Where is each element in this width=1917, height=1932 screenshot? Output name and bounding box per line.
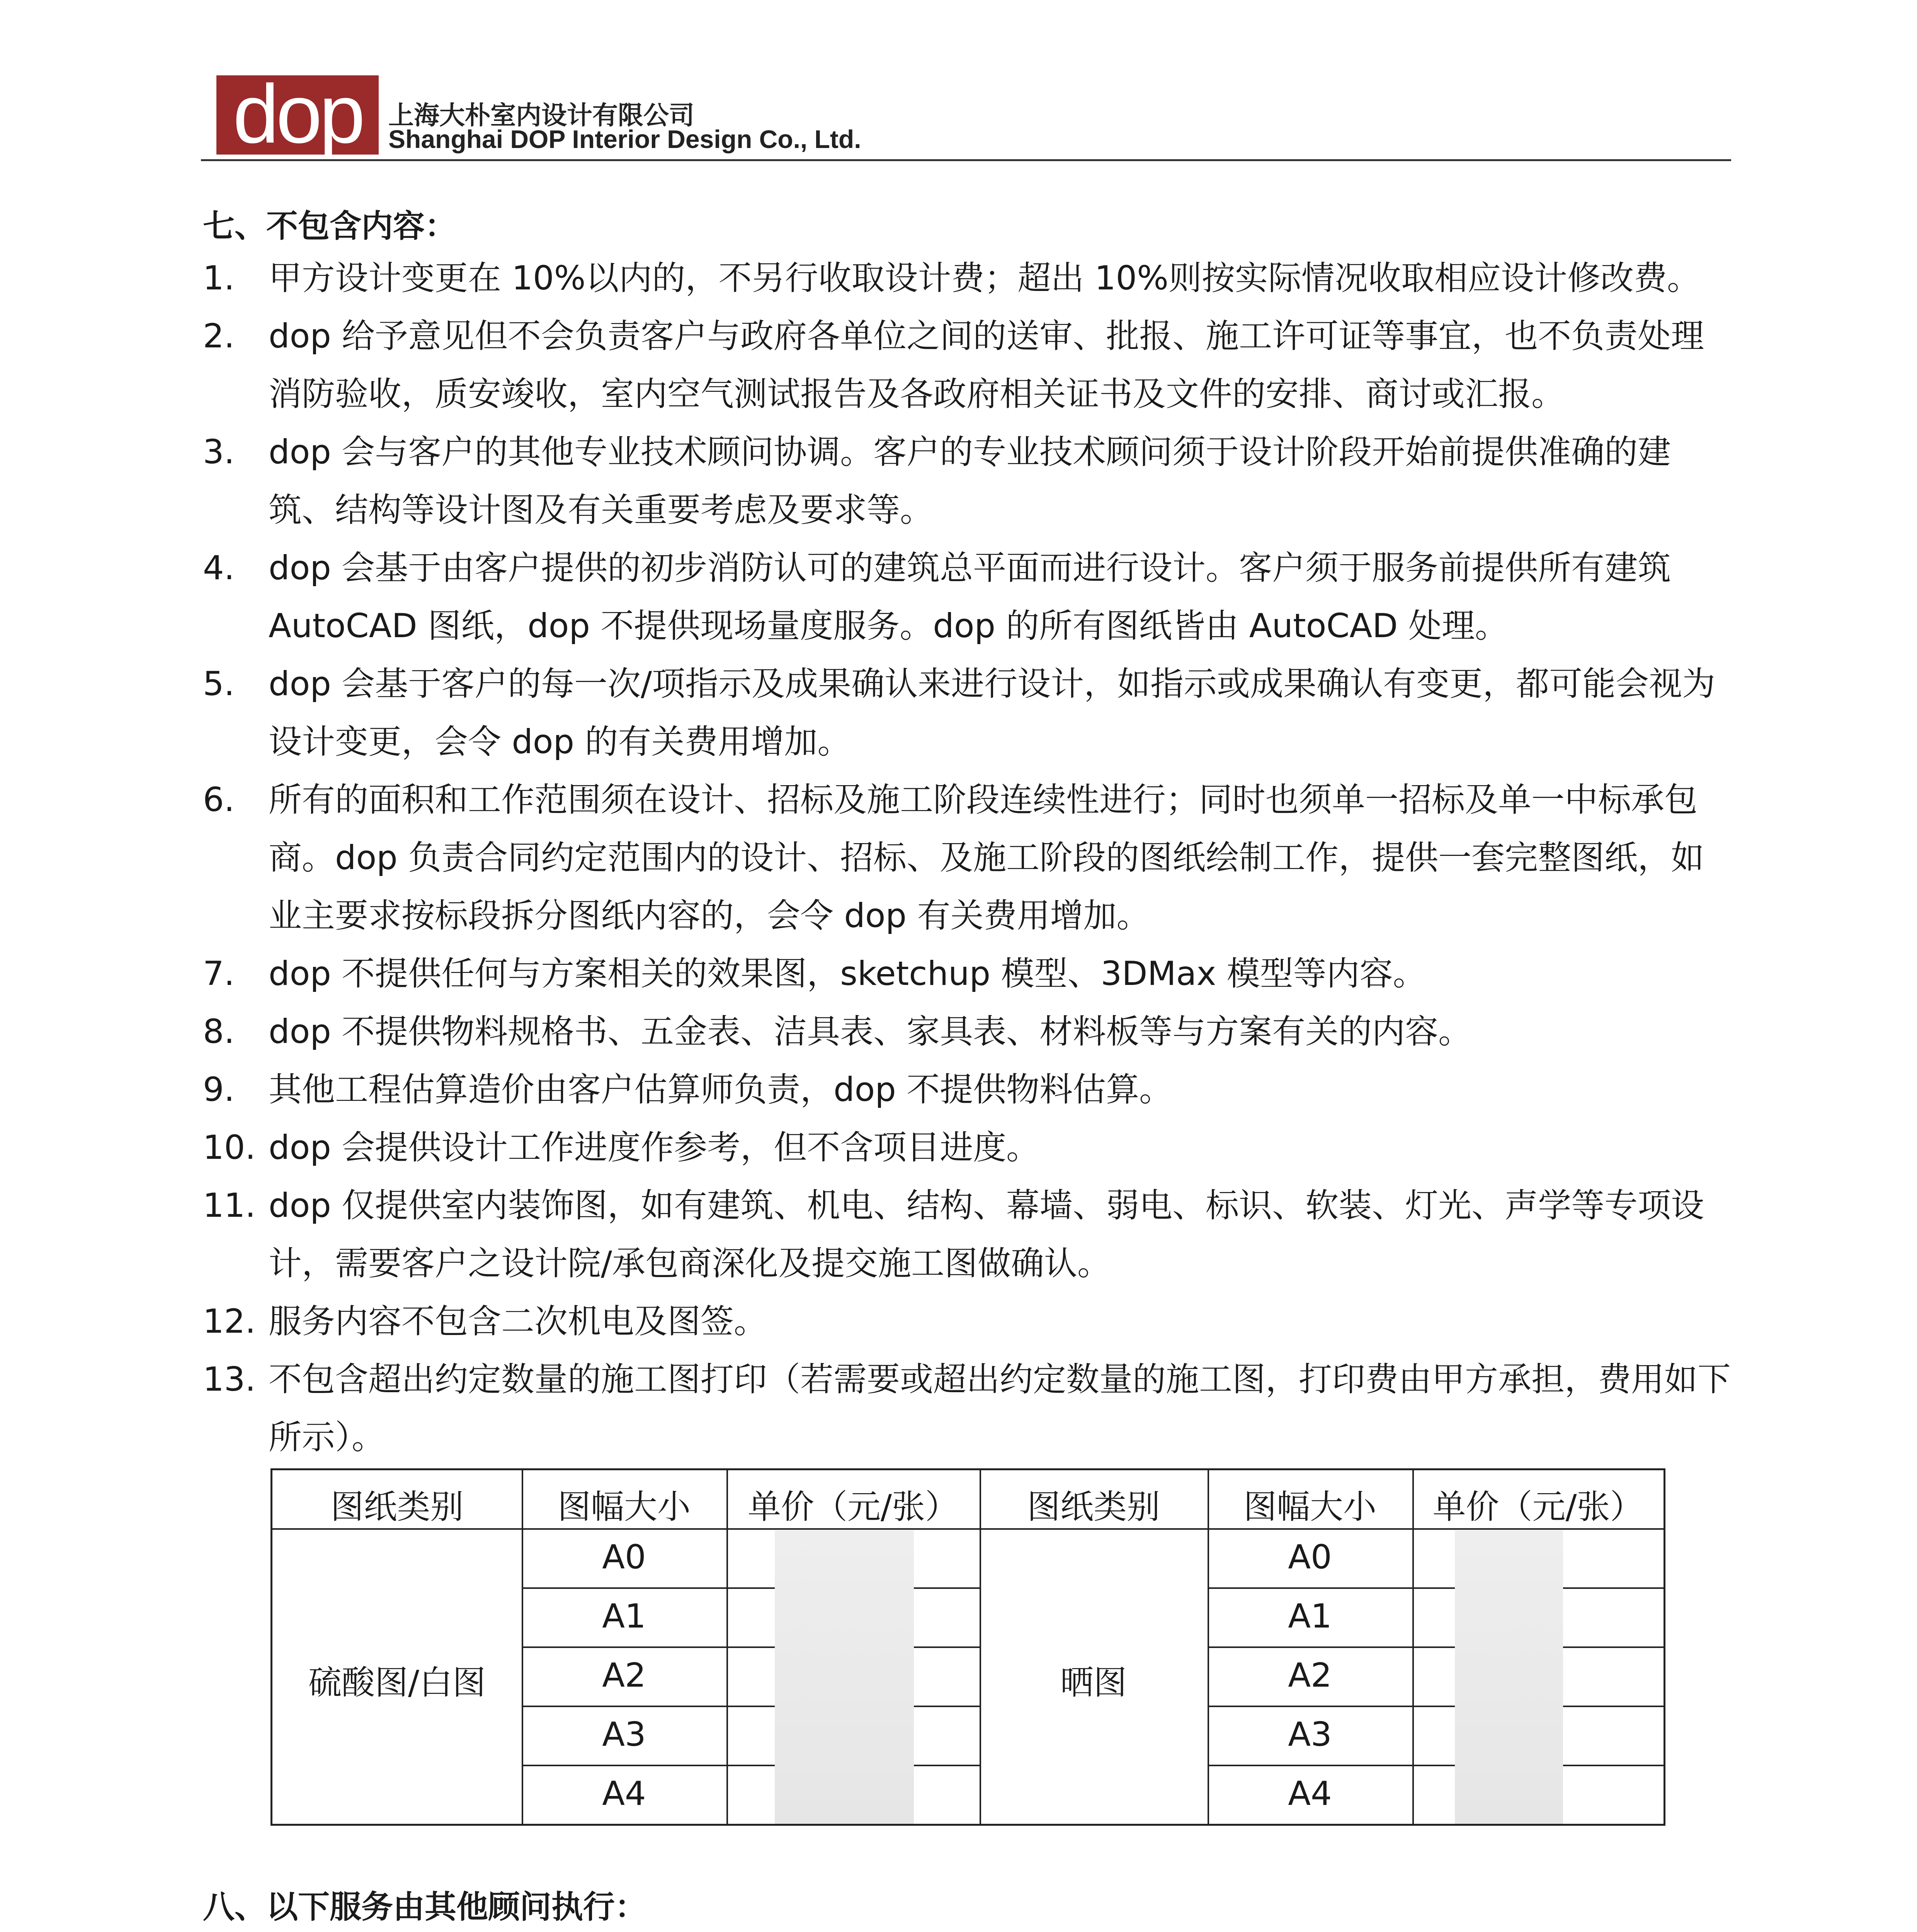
table-size-cell: A4 [602, 1774, 646, 1813]
list-item-text: 不包含超出约定数量的施工图打印（若需要或超出约定数量的施工图，打印费由甲方承担，费用如下所示）。 [269, 1360, 1731, 1457]
table-size-cell: A4 [1288, 1774, 1332, 1813]
table-header-cell: 单价（元/张） [1432, 1488, 1643, 1526]
list-item-number: 5. [203, 665, 235, 703]
company-name-cn: 上海大朴室内设计有限公司 [388, 100, 694, 130]
table-size-cell: A3 [1288, 1715, 1332, 1754]
list-item-number: 6. [203, 781, 235, 819]
company-name-en: Shanghai DOP Interior Design Co., Ltd. [388, 125, 861, 153]
table-divider [1208, 1646, 1664, 1648]
table-size-cell: A0 [602, 1538, 646, 1577]
company-logo [216, 67, 379, 160]
table-size-cell: A2 [602, 1656, 646, 1695]
list-item-text: 服务内容不包含二次机电及图签。 [269, 1302, 767, 1341]
print-price-table [270, 1468, 1665, 1826]
table-header-cell: 图幅大小 [558, 1488, 691, 1526]
table-header-cell: 图幅大小 [1243, 1488, 1376, 1526]
list-item-number: 10. [203, 1128, 256, 1167]
table-header-cell: 图纸类别 [330, 1488, 464, 1526]
list-item-number [203, 1930, 269, 1932]
header-divider [201, 159, 1731, 161]
list-item-number: 11. [203, 1186, 256, 1225]
list-item-text: dop 不提供任何与方案相关的效果图，sketchup 模型、3DMax 模型等内容。 [269, 954, 1426, 993]
table-size-cell: A0 [1288, 1538, 1332, 1577]
logo-text: dop [233, 67, 362, 160]
list-item-text: dop 给予意见但不会负责客户与政府各单位之间的送审、批报、施工许可证等事宜，也不负责处理消防验收，质安竣收，室内空气测试报告及各政府相关证书及文件的安排、商讨或汇报。 [269, 317, 1704, 413]
table-size-cell: A1 [602, 1597, 646, 1636]
list-item-number: 8. [203, 1012, 235, 1051]
table-category-cell: 晒图 [1060, 1663, 1127, 1702]
table-divider [1208, 1587, 1664, 1589]
table-header-cell: 单价（元/张） [748, 1488, 958, 1526]
table-size-cell: A1 [1288, 1597, 1332, 1636]
list-item-number: 7. [203, 954, 235, 993]
table-divider [1208, 1765, 1664, 1766]
list-item-text: dop 会提供设计工作进度作参考，但不含项目进度。 [269, 1128, 1040, 1167]
list-item-text: dop 仅提供室内装饰图，如有建筑、机电、结构、幕墙、弱电、标识、软装、灯光、声学等专项设计，需要客户之设计院/承包商深化及提交施工图做确认。 [269, 1186, 1704, 1283]
table-header-cell: 图纸类别 [1027, 1488, 1160, 1526]
table-divider [272, 1528, 1664, 1530]
list-item-text: dop 会与客户的其他专业技术顾问协调。客户的专业技术顾问须于设计阶段开始前提供准确的建筑、结构等设计图及有关重要考虑及要求等。 [269, 433, 1671, 529]
list-item-text: 所有的面积和工作范围须在设计、招标及施工阶段连续性进行；同时也须单一招标及单一中标承包商。dop 负责合同约定范围内的设计、招标、及施工阶段的图纸绘制工作，提供一套完整图纸，如业主要求按标段拆分图纸内容的，会令 dop 有关费用增加。 [269, 781, 1704, 935]
table-size-cell: A3 [602, 1715, 646, 1754]
redacted-price-area [1455, 1530, 1563, 1824]
list-item-number: 4. [203, 549, 235, 587]
table-divider [1208, 1706, 1664, 1707]
section-8-title: 八、以下服务由其他顾问执行： [203, 1889, 647, 1925]
section-7-title: 七、不包含内容： [203, 208, 457, 245]
list-item-text [269, 1930, 1737, 1932]
list-item-number: 12. [203, 1302, 256, 1341]
list-item-number: 9. [203, 1070, 235, 1109]
redacted-price-area [775, 1530, 914, 1824]
list-item-text: dop 会基于由客户提供的初步消防认可的建筑总平面而进行设计。客户须于服务前提供所有建筑 AutoCAD 图纸，dop 不提供现场量度服务。dop 的所有图纸皆由 AutoCAD 处理。 [269, 549, 1671, 645]
table-size-cell: A2 [1288, 1656, 1332, 1695]
list-item-number: 13. [203, 1360, 256, 1399]
list-item-text: 其他工程估算造价由客户估算师负责，dop 不提供物料估算。 [269, 1070, 1173, 1109]
list-item-text: dop 会基于客户的每一次/项指示及成果确认来进行设计，如指示或成果确认有变更，都可能会视为设计变更，会令 dop 的有关费用增加。 [269, 665, 1716, 761]
list-item-number: 1. [203, 259, 235, 298]
table-category-cell: 硫酸图/白图 [308, 1663, 486, 1702]
list-item-text: 甲方设计变更在 10%以内的，不另行收取设计费；超出 10%则按实际情况收取相应设计修改费。 [269, 259, 1700, 298]
list-item-text: dop 不提供物料规格书、五金表、洁具表、家具表、材料板等与方案有关的内容。 [269, 1012, 1472, 1051]
list-item-number: 3. [203, 433, 235, 471]
list-item-number: 2. [203, 317, 235, 355]
